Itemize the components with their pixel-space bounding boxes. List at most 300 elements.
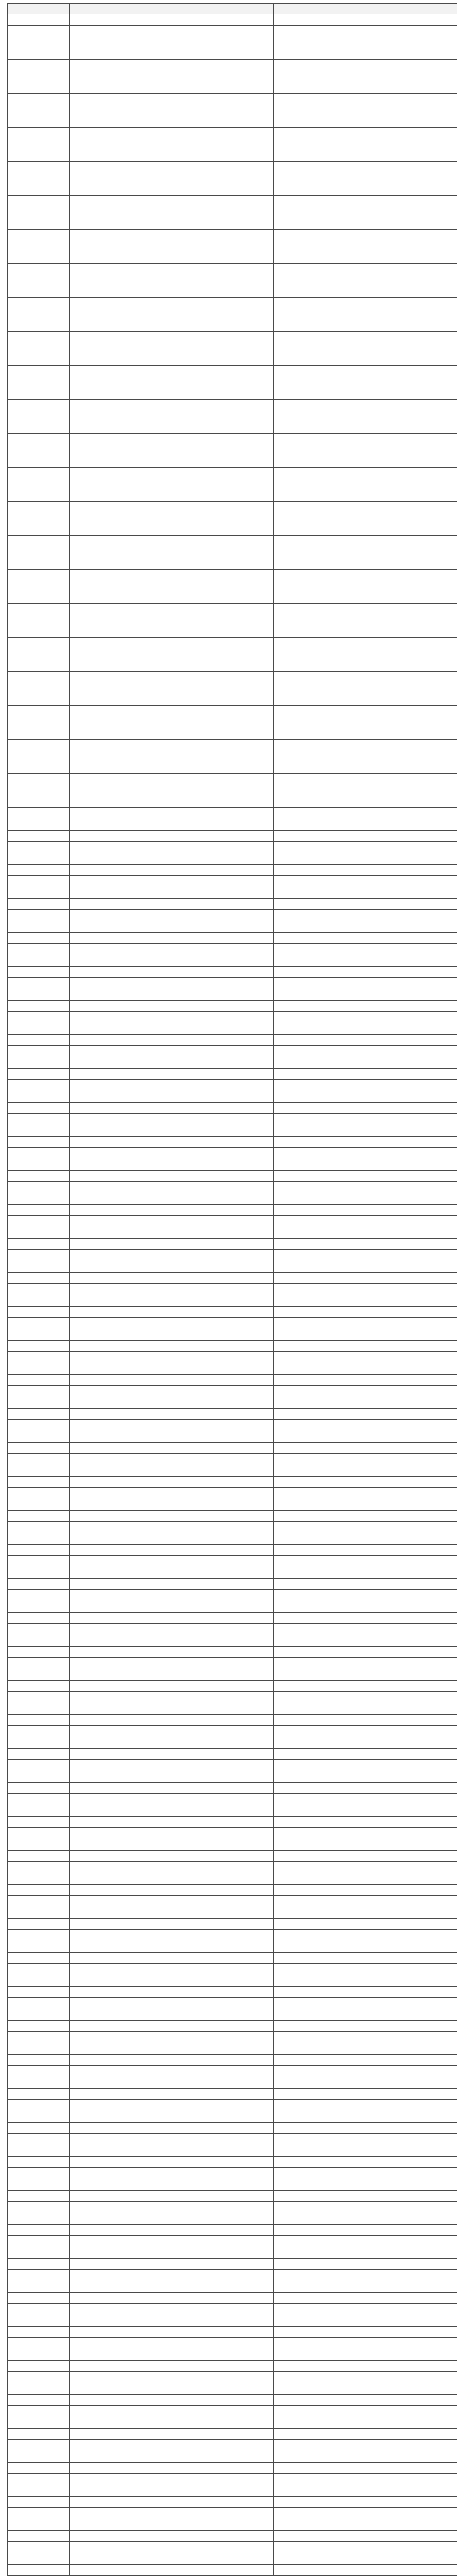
event-cell xyxy=(70,1556,274,1567)
event-cell xyxy=(70,717,274,728)
organizer-cell xyxy=(274,1658,457,1669)
project-cell xyxy=(8,241,70,252)
organizer-cell xyxy=(274,2327,457,2338)
event-cell xyxy=(70,536,274,547)
table-row xyxy=(8,581,457,592)
table-row xyxy=(8,1012,457,1023)
event-cell xyxy=(70,1805,274,1817)
organizer-cell xyxy=(274,162,457,173)
table-row xyxy=(8,71,457,82)
project-cell xyxy=(8,910,70,921)
organizer-cell xyxy=(274,2021,457,2032)
event-cell xyxy=(70,1295,274,1307)
project-cell xyxy=(8,2111,70,2123)
header-project xyxy=(8,4,70,14)
event-cell xyxy=(70,1953,274,1964)
organizer-cell xyxy=(274,2032,457,2043)
event-cell xyxy=(70,626,274,638)
table-row xyxy=(8,1794,457,1805)
project-cell xyxy=(8,1737,70,1749)
project-cell xyxy=(8,116,70,128)
event-cell xyxy=(70,320,274,332)
table-row xyxy=(8,1239,457,1250)
organizer-cell xyxy=(274,2191,457,2202)
organizer-cell xyxy=(274,275,457,286)
event-cell xyxy=(70,230,274,241)
table-row xyxy=(8,1035,457,1046)
event-cell xyxy=(70,910,274,921)
table-row xyxy=(8,1261,457,1273)
project-cell xyxy=(8,1250,70,1261)
project-cell xyxy=(8,1760,70,1771)
table-row xyxy=(8,2531,457,2542)
event-cell xyxy=(70,139,274,150)
table-row xyxy=(8,1590,457,1601)
table-row xyxy=(8,944,457,955)
project-cell xyxy=(8,2497,70,2508)
table-row xyxy=(8,445,457,456)
event-cell xyxy=(70,660,274,672)
table-row xyxy=(8,1579,457,1590)
table-row xyxy=(8,422,457,434)
event-cell xyxy=(70,173,274,184)
organizer-cell xyxy=(274,2247,457,2259)
event-cell xyxy=(70,649,274,660)
event-cell xyxy=(70,1885,274,1896)
project-cell xyxy=(8,1862,70,1873)
table-row xyxy=(8,1318,457,1329)
project-cell xyxy=(8,1409,70,1420)
event-cell xyxy=(70,1941,274,1953)
table-row xyxy=(8,649,457,660)
project-cell xyxy=(8,1975,70,1987)
project-cell xyxy=(8,2429,70,2440)
table-row xyxy=(8,1227,457,1239)
project-cell xyxy=(8,479,70,490)
event-cell xyxy=(70,400,274,411)
table-row xyxy=(8,298,457,309)
event-cell xyxy=(70,1137,274,1148)
project-cell xyxy=(8,1046,70,1057)
project-cell xyxy=(8,2519,70,2531)
organizer-cell xyxy=(274,899,457,910)
project-cell xyxy=(8,1556,70,1567)
project-cell xyxy=(8,1431,70,1443)
organizer-cell xyxy=(274,978,457,989)
project-cell xyxy=(8,2293,70,2304)
organizer-cell xyxy=(274,71,457,82)
event-cell xyxy=(70,434,274,445)
table-row xyxy=(8,286,457,298)
table-row xyxy=(8,218,457,230)
organizer-cell xyxy=(274,1125,457,1137)
project-cell xyxy=(8,1907,70,1919)
event-cell xyxy=(70,1114,274,1125)
project-cell xyxy=(8,1341,70,1352)
organizer-cell xyxy=(274,1261,457,1273)
event-cell xyxy=(70,241,274,252)
table-row xyxy=(8,2247,457,2259)
organizer-cell xyxy=(274,1307,457,1318)
table-row xyxy=(8,2440,457,2451)
table-row xyxy=(8,2043,457,2055)
table-row xyxy=(8,1182,457,1193)
organizer-cell xyxy=(274,570,457,581)
project-cell xyxy=(8,1103,70,1114)
organizer-cell xyxy=(274,1533,457,1545)
organizer-cell xyxy=(274,513,457,524)
organizer-cell xyxy=(274,1828,457,1839)
table-row xyxy=(8,332,457,343)
table-row xyxy=(8,638,457,649)
table-row xyxy=(8,1941,457,1953)
event-cell xyxy=(70,706,274,717)
table-row xyxy=(8,1125,457,1137)
organizer-cell xyxy=(274,1522,457,1533)
event-cell xyxy=(70,1749,274,1760)
event-cell xyxy=(70,2429,274,2440)
project-cell xyxy=(8,955,70,967)
project-cell xyxy=(8,2474,70,2485)
organizer-cell xyxy=(274,1499,457,1511)
event-cell xyxy=(70,366,274,377)
table-row xyxy=(8,774,457,785)
project-cell xyxy=(8,1375,70,1386)
project-cell xyxy=(8,831,70,842)
table-row xyxy=(8,184,457,196)
event-cell xyxy=(70,2089,274,2100)
event-cell xyxy=(70,751,274,762)
table-row xyxy=(8,2485,457,2497)
organizer-cell xyxy=(274,128,457,139)
organizer-cell xyxy=(274,1477,457,1488)
organizer-cell xyxy=(274,1862,457,1873)
event-cell xyxy=(70,1862,274,1873)
organizer-cell xyxy=(274,1873,457,1885)
event-cell xyxy=(70,592,274,604)
project-cell xyxy=(8,1681,70,1692)
table-row xyxy=(8,536,457,547)
project-cell xyxy=(8,207,70,218)
event-cell xyxy=(70,762,274,774)
organizer-cell xyxy=(274,354,457,366)
project-cell xyxy=(8,1647,70,1658)
event-cell xyxy=(70,2474,274,2485)
table-row xyxy=(8,1273,457,1284)
organizer-cell xyxy=(274,1941,457,1953)
organizer-cell xyxy=(274,1182,457,1193)
project-cell xyxy=(8,1715,70,1726)
organizer-cell xyxy=(274,1205,457,1216)
table-row xyxy=(8,94,457,105)
organizer-cell xyxy=(274,842,457,853)
organizer-cell xyxy=(274,1431,457,1443)
project-cell xyxy=(8,1601,70,1613)
project-cell xyxy=(8,490,70,502)
event-cell xyxy=(70,1579,274,1590)
project-cell xyxy=(8,1057,70,1069)
organizer-cell xyxy=(274,139,457,150)
table-row xyxy=(8,1635,457,1647)
project-cell xyxy=(8,1148,70,1159)
organizer-cell xyxy=(274,2225,457,2236)
organizer-cell xyxy=(274,649,457,660)
project-cell xyxy=(8,71,70,82)
event-cell xyxy=(70,967,274,978)
event-cell xyxy=(70,298,274,309)
table-row xyxy=(8,1431,457,1443)
project-cell xyxy=(8,1590,70,1601)
organizer-cell xyxy=(274,1737,457,1749)
project-cell xyxy=(8,37,70,48)
event-cell xyxy=(70,683,274,694)
project-cell xyxy=(8,445,70,456)
organizer-cell xyxy=(274,1454,457,1465)
project-cell xyxy=(8,1499,70,1511)
event-cell xyxy=(70,808,274,819)
event-cell xyxy=(70,388,274,400)
event-list-table xyxy=(7,3,457,2576)
project-cell xyxy=(8,1397,70,1409)
organizer-cell xyxy=(274,2372,457,2383)
event-cell xyxy=(70,1783,274,1794)
event-cell xyxy=(70,2361,274,2372)
organizer-cell xyxy=(274,1397,457,1409)
event-cell xyxy=(70,796,274,808)
event-cell xyxy=(70,785,274,796)
table-row xyxy=(8,1907,457,1919)
table-row xyxy=(8,2474,457,2485)
organizer-cell xyxy=(274,1443,457,1454)
table-row xyxy=(8,683,457,694)
project-cell xyxy=(8,1851,70,1862)
table-row xyxy=(8,706,457,717)
organizer-cell xyxy=(274,196,457,207)
project-cell xyxy=(8,1465,70,1477)
organizer-cell xyxy=(274,1148,457,1159)
organizer-cell xyxy=(274,1080,457,1091)
table-row xyxy=(8,1545,457,1556)
header-organizer xyxy=(274,4,457,14)
project-cell xyxy=(8,592,70,604)
event-cell xyxy=(70,1726,274,1737)
table-row xyxy=(8,2304,457,2315)
organizer-cell xyxy=(274,1692,457,1703)
event-cell xyxy=(70,1012,274,1023)
event-cell xyxy=(70,490,274,502)
event-cell xyxy=(70,1001,274,1012)
organizer-cell xyxy=(274,1681,457,1692)
organizer-cell xyxy=(274,967,457,978)
organizer-cell xyxy=(274,751,457,762)
organizer-cell xyxy=(274,468,457,479)
table-row xyxy=(8,1624,457,1635)
organizer-cell xyxy=(274,1703,457,1715)
organizer-cell xyxy=(274,2089,457,2100)
organizer-cell xyxy=(274,592,457,604)
project-cell xyxy=(8,2259,70,2270)
project-cell xyxy=(8,1692,70,1703)
project-cell xyxy=(8,1137,70,1148)
table-row xyxy=(8,751,457,762)
organizer-cell xyxy=(274,2055,457,2066)
event-cell xyxy=(70,989,274,1001)
project-cell xyxy=(8,60,70,71)
table-row xyxy=(8,615,457,626)
organizer-cell xyxy=(274,536,457,547)
event-cell xyxy=(70,1057,274,1069)
event-cell xyxy=(70,1375,274,1386)
organizer-cell xyxy=(274,1953,457,1964)
project-cell xyxy=(8,343,70,354)
project-cell xyxy=(8,2304,70,2315)
organizer-cell xyxy=(274,241,457,252)
project-cell xyxy=(8,1420,70,1431)
project-cell xyxy=(8,1828,70,1839)
project-cell xyxy=(8,1239,70,1250)
table-row xyxy=(8,1454,457,1465)
table-row xyxy=(8,1658,457,1669)
organizer-cell xyxy=(274,1273,457,1284)
project-cell xyxy=(8,1567,70,1579)
table-row xyxy=(8,14,457,26)
event-cell xyxy=(70,1998,274,2009)
project-cell xyxy=(8,2077,70,2089)
table-row xyxy=(8,796,457,808)
organizer-cell xyxy=(274,831,457,842)
table-row xyxy=(8,2123,457,2134)
event-cell xyxy=(70,604,274,615)
organizer-cell xyxy=(274,706,457,717)
project-cell xyxy=(8,2485,70,2497)
project-cell xyxy=(8,728,70,740)
organizer-cell xyxy=(274,876,457,887)
event-cell xyxy=(70,1669,274,1681)
project-cell xyxy=(8,309,70,320)
project-cell xyxy=(8,1919,70,1930)
table-row xyxy=(8,1873,457,1885)
event-cell xyxy=(70,422,274,434)
project-cell xyxy=(8,2043,70,2055)
table-row xyxy=(8,1409,457,1420)
event-cell xyxy=(70,1318,274,1329)
organizer-cell xyxy=(274,1545,457,1556)
organizer-cell xyxy=(274,660,457,672)
table-row xyxy=(8,1103,457,1114)
table-row xyxy=(8,1647,457,1658)
table-row xyxy=(8,2066,457,2077)
project-cell xyxy=(8,366,70,377)
project-cell xyxy=(8,1511,70,1522)
organizer-cell xyxy=(274,1057,457,1069)
event-cell xyxy=(70,1420,274,1431)
organizer-cell xyxy=(274,320,457,332)
event-cell xyxy=(70,1907,274,1919)
event-cell xyxy=(70,570,274,581)
table-row xyxy=(8,2338,457,2349)
organizer-cell xyxy=(274,762,457,774)
project-cell xyxy=(8,2372,70,2383)
table-row xyxy=(8,1760,457,1771)
event-cell xyxy=(70,2531,274,2542)
organizer-cell xyxy=(274,1171,457,1182)
organizer-cell xyxy=(274,1794,457,1805)
table-row xyxy=(8,513,457,524)
event-cell xyxy=(70,2281,274,2293)
event-cell xyxy=(70,456,274,468)
organizer-cell xyxy=(274,694,457,706)
table-row xyxy=(8,1613,457,1624)
event-cell xyxy=(70,1409,274,1420)
table-row xyxy=(8,1964,457,1975)
event-cell xyxy=(70,1851,274,1862)
event-cell xyxy=(70,1397,274,1409)
organizer-cell xyxy=(274,1885,457,1896)
project-cell xyxy=(8,1658,70,1669)
organizer-cell xyxy=(274,14,457,26)
project-cell xyxy=(8,1783,70,1794)
project-cell xyxy=(8,2406,70,2417)
header-row xyxy=(8,4,457,14)
project-cell xyxy=(8,899,70,910)
organizer-cell xyxy=(274,60,457,71)
organizer-cell xyxy=(274,2111,457,2123)
table-row xyxy=(8,1420,457,1431)
project-cell xyxy=(8,819,70,831)
organizer-cell xyxy=(274,1805,457,1817)
organizer-cell xyxy=(274,1227,457,1239)
project-cell xyxy=(8,1329,70,1341)
table-row xyxy=(8,1511,457,1522)
organizer-cell xyxy=(274,672,457,683)
project-cell xyxy=(8,1069,70,1080)
project-cell xyxy=(8,1771,70,1783)
organizer-cell xyxy=(274,1839,457,1851)
table-row xyxy=(8,196,457,207)
event-cell xyxy=(70,1352,274,1363)
table-row xyxy=(8,2259,457,2270)
project-cell xyxy=(8,865,70,876)
project-cell xyxy=(8,1216,70,1227)
organizer-cell xyxy=(274,1295,457,1307)
organizer-cell xyxy=(274,37,457,48)
organizer-cell xyxy=(274,2542,457,2553)
event-cell xyxy=(70,105,274,116)
event-cell xyxy=(70,1545,274,1556)
project-cell xyxy=(8,933,70,944)
project-cell xyxy=(8,1091,70,1103)
event-cell xyxy=(70,2304,274,2315)
organizer-cell xyxy=(274,445,457,456)
event-cell xyxy=(70,1069,274,1080)
organizer-cell xyxy=(274,2123,457,2134)
table-row xyxy=(8,241,457,252)
project-cell xyxy=(8,1522,70,1533)
event-cell xyxy=(70,150,274,162)
event-cell xyxy=(70,2066,274,2077)
project-cell xyxy=(8,1635,70,1647)
organizer-cell xyxy=(274,1375,457,1386)
organizer-cell xyxy=(274,2417,457,2429)
event-cell xyxy=(70,2508,274,2519)
table-row xyxy=(8,2372,457,2383)
table-row xyxy=(8,2032,457,2043)
organizer-cell xyxy=(274,2043,457,2055)
project-cell xyxy=(8,1159,70,1171)
project-cell xyxy=(8,558,70,570)
table-row xyxy=(8,1329,457,1341)
organizer-cell xyxy=(274,2236,457,2247)
